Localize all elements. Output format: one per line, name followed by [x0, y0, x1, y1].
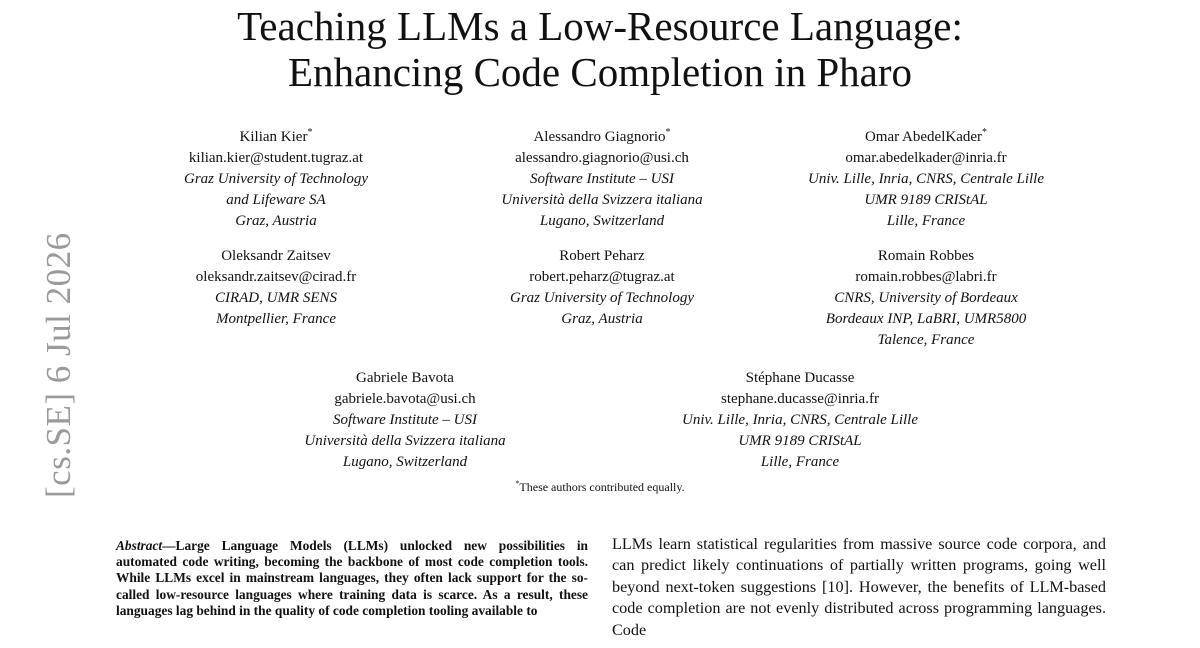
author-email[interactable]: omar.abedelkader@inria.fr: [845, 150, 1007, 166]
author-name: Stéphane Ducasse: [745, 370, 855, 386]
equal-contribution-footnote: *These authors contributed equally.: [515, 479, 685, 494]
author-email[interactable]: stephane.ducasse@inria.fr: [721, 391, 879, 407]
author-affiliation: Univ. Lille, Inria, CNRS, Centrale Lille: [808, 171, 1044, 187]
author-affiliation: Lille, France: [760, 454, 840, 470]
author-email[interactable]: gabriele.bavota@usi.ch: [334, 391, 476, 407]
abstract-text: —Large Language Models (LLMs) unlocked new possibilities in automated code writing, becoming the backbone of most code completion tools. While LLMs excel in mainstream languages, they often lack support for the so-called low-resource languages where training data is scarce. As a result, these languages lag behind in the quality of code completion tooling available to: [116, 538, 588, 618]
author-affiliation: Lugano, Switzerland: [342, 454, 468, 470]
author-name: Robert Peharz: [559, 248, 645, 264]
author-block: [682, 368, 918, 473]
author-affiliation: Univ. Lille, Inria, CNRS, Centrale Lille: [682, 412, 918, 428]
author-name: Gabriele Bavota: [356, 370, 454, 386]
author-affiliation: UMR 9189 CRIStAL: [864, 192, 988, 208]
author-affiliation: Graz, Austria: [235, 213, 317, 229]
title-line-2: Enhancing Code Completion in Pharo: [287, 49, 913, 95]
author-affiliation: CNRS, University of Bordeaux: [834, 290, 1018, 306]
author-email[interactable]: oleksandr.zaitsev@cirad.fr: [195, 269, 357, 285]
author-email[interactable]: robert.peharz@tugraz.at: [529, 269, 675, 285]
author-name: Alessandro Giagnorio*: [533, 127, 671, 145]
author-affiliation: Università della Svizzera italiana: [304, 433, 506, 449]
author-name: Romain Robbes: [877, 248, 975, 264]
author-block: [304, 368, 505, 473]
author-affiliation: Montpellier, France: [216, 311, 336, 327]
author-affiliation: Graz University of Technology: [509, 290, 695, 306]
title-line-1: Teaching LLMs a Low-Resource Language:: [237, 3, 963, 49]
author-email[interactable]: alessandro.giagnorio@usi.ch: [515, 150, 689, 166]
author-affiliation: CIRAD, UMR SENS: [214, 290, 338, 306]
author-block: [510, 246, 694, 330]
author-affiliation: UMR 9189 CRIStAL: [738, 433, 862, 449]
author-affiliation: and Lifeware SA: [226, 192, 326, 208]
abstract: [116, 538, 588, 619]
author-affiliation: Software Institute – USI: [529, 171, 675, 187]
author-email[interactable]: romain.robbes@labri.fr: [855, 269, 997, 285]
intro-paragraph: LLMs learn statistical regularities from massive source code corpora, and can predict likely continuations of partially written programs, going well beyond next-token suggestions [10]. However, the benefits of LLM-based code completion are not evenly distributed across programming languages. Code: [612, 535, 1106, 639]
author-block: [501, 127, 702, 232]
author-affiliation: Talence, France: [877, 332, 975, 348]
author-name: Oleksandr Zaitsev: [221, 248, 331, 264]
author-block: [826, 246, 1026, 351]
abstract-label: Abstract: [116, 538, 163, 553]
author-affiliation: Graz University of Technology: [183, 171, 369, 187]
author-affiliation: Lugano, Switzerland: [539, 213, 665, 229]
author-name: Kilian Kier*: [239, 127, 313, 145]
author-affiliation: Lille, France: [886, 213, 966, 229]
author-block: [196, 246, 356, 330]
author-affiliation: Graz, Austria: [561, 311, 643, 327]
author-email[interactable]: kilian.kier@student.tugraz.at: [188, 150, 364, 166]
paper-title: [0, 3, 1200, 95]
author-name: Omar AbedelKader*: [864, 127, 988, 145]
author-affiliation: Bordeaux INP, LaBRI, UMR5800: [825, 311, 1027, 327]
author-affiliation: Università della Svizzera italiana: [501, 192, 703, 208]
author-block: [808, 127, 1044, 232]
author-affiliation: Software Institute – USI: [332, 412, 478, 428]
author-block: [184, 127, 368, 232]
arxiv-side-stamp: [cs.SE] 6 Jul 2026: [39, 232, 78, 498]
